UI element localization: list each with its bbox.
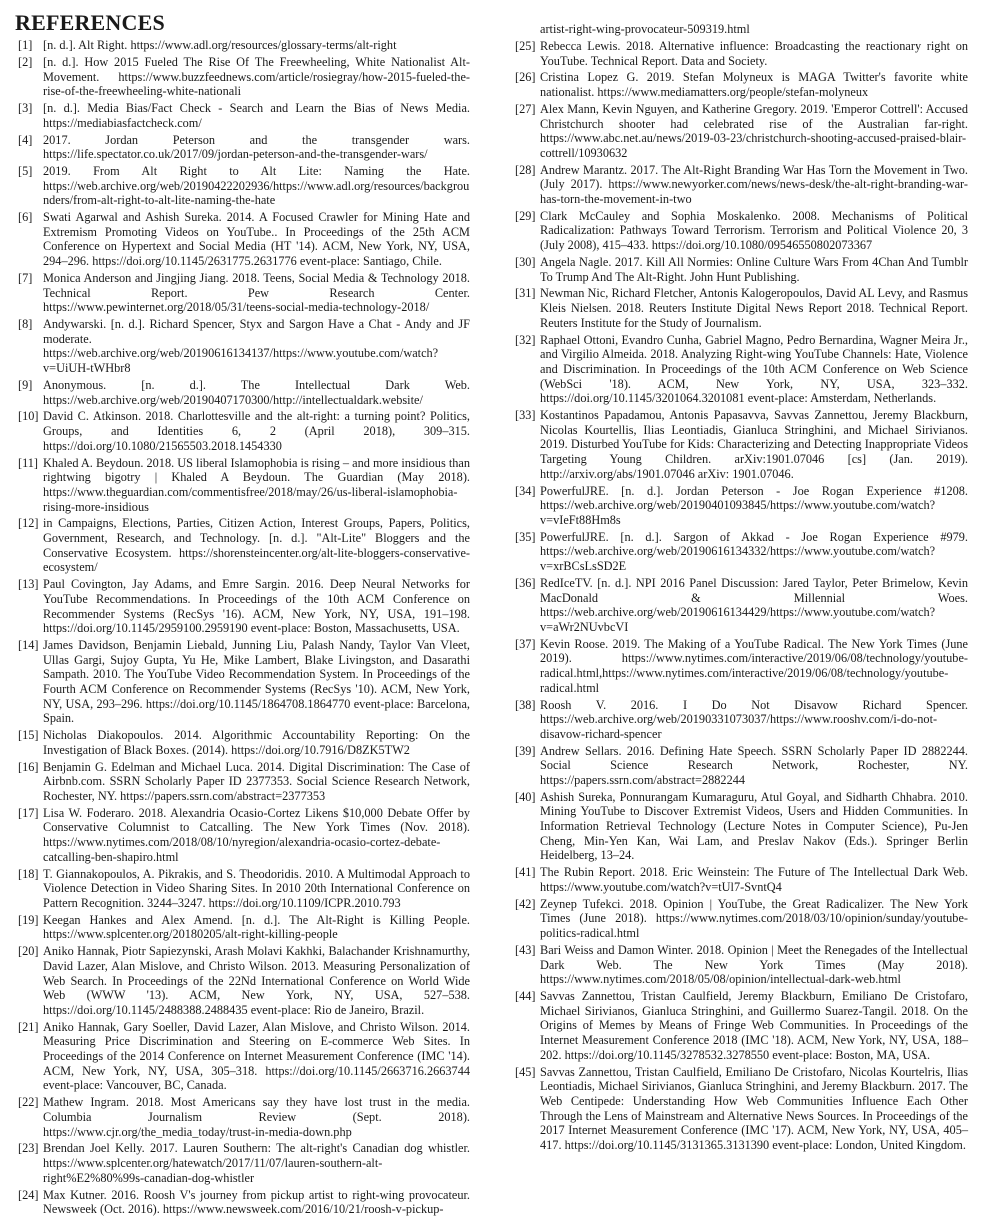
reference-number: [20]	[18, 944, 39, 959]
reference-entry	[18, 409, 470, 453]
reference-text: Kevin Roose. 2019. The Making of a YouTube Radical. The New York Times (June 2019). https://www.nytimes.com/interactive/2019/06/08/technology/youtube-radical.html,https://www.nytimes.com/interactive/2019/06/08/technology/youtube-radical.html	[540, 636, 968, 695]
reference-entry	[18, 728, 470, 757]
reference-text: Keegan Hankes and Alex Amend. [n. d.]. The Alt-Right is Killing People. https://www.splcenter.org/20180205/alt-right-killing-people	[43, 912, 470, 942]
reference-text: Andrew Sellars. 2016. Defining Hate Speech. SSRN Scholarly Paper ID 2882244. Social Science Research Network, Rochester, NY. https://papers.ssrn.com/abstract=2882244	[540, 743, 968, 787]
reference-entry	[18, 944, 470, 1017]
reference-number: [33]	[515, 408, 536, 423]
reference-entry	[18, 1141, 470, 1185]
reference-number: [39]	[515, 743, 536, 758]
reference-entry	[515, 989, 968, 1062]
reference-text: Benjamin G. Edelman and Michael Luca. 2014. Digital Discrimination: The Case of Airbnb.com. SSRN Scholarly Paper ID 2377353. Social Science Research Network, Rochester, NY. https://papers.ssrn.com/abstract=2377353	[43, 759, 470, 803]
reference-number: [2]	[18, 54, 33, 69]
reference-entry	[515, 637, 968, 696]
reference-text: David C. Atkinson. 2018. Charlottesville and the alt-right: a turning point? Politics, Groups, and Identities 6, 2 (April 2018), 309–315. https://doi.org/10.1080/21565503.2018.1454330	[43, 409, 470, 453]
reference-text: Swati Agarwal and Ashish Sureka. 2014. A Focused Crawler for Mining Hate and Extremism Promoting Videos on YouTube.. In Proceedings of the 25th ACM Conference on Hypertext and Social Media (HT '14). ACM, New York, NY, USA, 294–296. https://doi.org/10.1145/2631775.2631776 event-place: Santiago, Chile.	[43, 210, 470, 269]
reference-text: PowerfulJRE. [n. d.]. Jordan Peterson - Joe Rogan Experience #1208. https://web.archive.org/web/20190401093845/https://www.youtube.com/watch?v=vIeFt88Hm8s	[540, 483, 968, 527]
reference-text: Clark McCauley and Sophia Moskalenko. 2008. Mechanisms of Political Radicalization: Pathways Toward Terrorism. Terrorism and Political Violence 20, 3 (July 2008), 415–433. https://doi.org/10.1080/09546550802073367	[540, 208, 968, 253]
reference-text: T. Giannakopoulos, A. Pikrakis, and S. Theodoridis. 2010. A Multimodal Approach to Violence Detection in Video Sharing Sites. In 2010 20th International Conference on Pattern Recognition. 3244–3247. https://doi.org/10.1109/ICPR.2010.793	[43, 866, 470, 910]
reference-entry	[515, 943, 968, 987]
reference-text: Lisa W. Foderaro. 2018. Alexandria Ocasio-Cortez Likens $10,000 Debate Offer by Conservative Columnist to Catcalling. The New York Times (Nov. 2018). https://www.nytimes.com/2018/08/10/nyregion/alexandria-ocasio-cortez-debate-catcalling-ben-shapiro.html	[43, 805, 470, 864]
reference-entry	[515, 255, 968, 284]
reference-text: Savvas Zannettou, Tristan Caulfield, Jeremy Blackburn, Emiliano De Cristofaro, Michael Sirivianos, Gianluca Stringhini, and Guillermo Suarez-Tangil. 2018. On the Origins of Memes by Means of Fringe Web Communities. In Proceedings of the Internet Measurement Conference 2018 (IMC '18). ACM, New York, NY, USA, 188–202. https://doi.org/10.1145/3278532.3278550 event-place: Boston, MA, USA.	[540, 989, 968, 1062]
reference-number: [10]	[18, 409, 39, 424]
reference-text: artist-right-wing-provocateur-509319.html	[540, 22, 750, 36]
reference-number: [44]	[515, 989, 536, 1004]
reference-text: [n. d.]. How 2015 Fueled The Rise Of The Freewheeling, White Nationalist Alt-Movement. https://www.buzzfeednews.com/article/rosiegray/how-2015-fueled-the-rise-of-the-freewheeling-white-nationali	[43, 54, 470, 99]
reference-number: [6]	[18, 210, 33, 225]
reference-entry	[515, 333, 968, 406]
reference-entry	[515, 286, 968, 330]
reference-number: [37]	[515, 636, 536, 651]
reference-number: [27]	[515, 101, 536, 116]
reference-text: Roosh V. 2016. I Do Not Disavow Richard Spencer. https://web.archive.org/web/20190331073037/https://www.rooshv.com/i-do-not-disavow-richard-spencer	[540, 697, 968, 741]
reference-text: Andrew Marantz. 2017. The Alt-Right Branding War Has Torn the Movement in Two. (July 2017). https://www.newyorker.com/news/news-desk/the-alt-right-branding-war-has-torn-the-movement-in-two	[540, 162, 968, 206]
reference-entry	[18, 55, 470, 99]
reference-entry	[515, 576, 968, 635]
reference-number: [41]	[515, 865, 536, 880]
reference-number: [40]	[515, 789, 536, 804]
reference-text: Rebecca Lewis. 2018. Alternative influence: Broadcasting the reactionary right on YouTube. Technical Report. Data and Society.	[540, 38, 968, 68]
reference-number: [11]	[18, 455, 39, 470]
reference-text: Bari Weiss and Damon Winter. 2018. Opinion | Meet the Renegades of the Intellectual Dark Web. The New York Times (May 2018). https://www.nytimes.com/2018/05/08/opinion/intellectual-dark-web.html	[540, 942, 968, 987]
reference-number: [29]	[515, 208, 536, 223]
reference-number: [8]	[18, 317, 33, 332]
reference-entry	[515, 22, 968, 37]
reference-text: Max Kutner. 2016. Roosh V's journey from pickup artist to right-wing provocateur. Newsweek (Oct. 2016). https://www.newsweek.com/2016/10/21/roosh-v-pickup-	[43, 1187, 470, 1217]
reference-entry	[18, 760, 470, 804]
reference-entry	[18, 317, 470, 376]
reference-text: [n. d.]. Media Bias/Fact Check - Search and Learn the Bias of News Media. https://mediabiasfactcheck.com/	[43, 101, 470, 130]
reference-text: Newman Nic, Richard Fletcher, Antonis Kalogeropoulos, David AL Levy, and Rasmus Kleis Nielsen. 2018. Reuters Institute Digital News Report 2018. Technical Report. Reuters Institute for the Study of Journalism.	[540, 286, 968, 330]
reference-text: Andywarski. [n. d.]. Richard Spencer, Styx and Sargon Have a Chat - Andy and JF moderate. https://web.archive.org/web/20190616134137/https://www.youtube.com/watch?v=UiUH-tWHbr8	[43, 317, 470, 376]
reference-entry	[515, 102, 968, 161]
reference-number: [3]	[18, 101, 33, 115]
section-heading: REFERENCES	[15, 10, 165, 35]
reference-text: 2017. Jordan Peterson and the transgender wars. https://life.spectator.co.uk/2017/09/jordan-peterson-and-the-transgender-wars/	[43, 132, 470, 162]
reference-text: Angela Nagle. 2017. Kill All Normies: Online Culture Wars From 4Chan And Tumblr To Trump And The Alt-Right. John Hunt Publishing.	[540, 254, 968, 284]
references-left-column	[18, 38, 470, 1219]
reference-number: [31]	[515, 286, 536, 301]
reference-entry	[515, 698, 968, 742]
reference-entry	[515, 897, 968, 941]
reference-text: PowerfulJRE. [n. d.]. Sargon of Akkad - Joe Rogan Experience #979. https://web.archive.org/web/20190616134332/https://www.youtube.com/watch?v=xrBCsLsSD2E	[540, 529, 968, 574]
references-right-column	[515, 22, 968, 1155]
reference-entry	[18, 806, 470, 865]
reference-entry	[515, 39, 968, 68]
reference-text: [n. d.]. Alt Right. https://www.adl.org/resources/glossary-terms/alt-right	[43, 38, 397, 52]
reference-number: [1]	[18, 38, 33, 52]
reference-number: [16]	[18, 759, 39, 774]
reference-number: [9]	[18, 377, 33, 392]
reference-entry	[18, 378, 470, 407]
reference-number: [38]	[515, 697, 536, 712]
reference-text: Kostantinos Papadamou, Antonis Papasavva, Savvas Zannettou, Jeremy Blackburn, Nicolas Kourtellis, Ilias Leontiadis, Gianluca Stringhini, and Michael Sirivianos. 2019. Disturbed YouTube for Kids: Characterizing and Detecting Inappropriate Videos Targeting Young Children. arXiv:1901.07046 [cs] (Jan. 2019). http://arxiv.org/abs/1901.07046 arXiv: 1901.07046.	[540, 408, 968, 481]
reference-text: Aniko Hannak, Gary Soeller, David Lazer, Alan Mislove, and Christo Wilson. 2014. Measuring Price Discrimination and Steering on E-commerce Web Sites. In Proceedings of the 2014 Conference on Internet Measurement Conference (IMC '14). ACM, New York, NY, USA, 305–318. https://doi.org/10.1145/2663716.2663744 event-place: Vancouver, BC, Canada.	[43, 1019, 470, 1093]
reference-text: Cristina Lopez G. 2019. Stefan Molyneux is MAGA Twitter's favorite white nationalist. https://www.mediamatters.org/people/stefan-molyneux	[540, 70, 968, 99]
reference-number: [45]	[515, 1064, 536, 1079]
reference-number: [22]	[18, 1095, 39, 1110]
reference-entry	[18, 38, 470, 53]
reference-number: [28]	[515, 162, 536, 177]
reference-entry	[515, 790, 968, 863]
reference-number: [42]	[515, 896, 536, 911]
reference-number: [25]	[515, 38, 536, 53]
reference-text: Nicholas Diakopoulos. 2014. Algorithmic Accountability Reporting: On the Investigation of Black Boxes. (2014). https://doi.org/10.7916/D8ZK5TW2	[43, 728, 470, 757]
reference-entry	[515, 70, 968, 99]
reference-text: Brendan Joel Kelly. 2017. Lauren Southern: The alt-right's Canadian dog whistler. https://www.splcenter.org/hatewatch/2017/11/07/lauren-southern-alt-right%E2%80%99s-canadian-dog-whistler	[43, 1141, 470, 1185]
reference-text: RedIceTV. [n. d.]. NPI 2016 Panel Discussion: Jared Taylor, Peter Brimelow, Kevin MacDonald & Millennial Woes. https://web.archive.org/web/20190616134429/https://www.youtube.com/watch?v=aWr2NUvbcVI	[540, 575, 968, 634]
reference-text: Mathew Ingram. 2018. Most Americans say they have lost trust in the media. Columbia Journalism Review (Sept. 2018). https://www.cjr.org/the_media_today/trust-in-media-down.php	[43, 1095, 470, 1139]
reference-text: Monica Anderson and Jingjing Jiang. 2018. Teens, Social Media & Technology 2018. Technical Report. Pew Research Center. https://www.pewinternet.org/2018/05/31/teens-social-media-technology-2018/	[43, 270, 470, 315]
reference-text: in Campaigns, Elections, Parties, Citizen Action, Interest Groups, Papers, Politics, Government, Research, and Technology. [n. d.]. "Alt-Lite" Bloggers and the Conservative Ecosystem. https://shorensteincenter.org/alt-lite-bloggers-conservative-ecosystem/	[43, 516, 470, 575]
reference-entry	[18, 164, 470, 208]
reference-entry	[515, 408, 968, 481]
reference-entry	[18, 1188, 470, 1217]
reference-entry	[515, 865, 968, 894]
reference-entry	[18, 101, 470, 130]
reference-number: [34]	[515, 483, 536, 498]
reference-number: [30]	[515, 254, 536, 269]
reference-text: Savvas Zannettou, Tristan Caulfield, Emiliano De Cristofaro, Nicolas Kourtelris, Ilias Leontiadis, Michael Sirivianos, Gianluca Stringhini, and Jeremy Blackburn. 2017. The Web Centipede: Understanding How Web Communities Influence Each Other Through the Lens of Mainstream and Alternative News Sources. In Proceedings of the 2017 Internet Measurement Conference (IMC '17). ACM, New York, NY, USA, 405–417. https://doi.org/10.1145/3131365.3131390 event-place: London, United Kingdom.	[540, 1064, 968, 1152]
reference-entry	[18, 210, 470, 269]
reference-number: [7]	[18, 270, 33, 285]
reference-entry	[515, 1065, 968, 1153]
reference-entry	[18, 133, 470, 162]
reference-text: Khaled A. Beydoun. 2018. US liberal Islamophobia is rising – and more insidious than rightwing bigotry | Khaled A Beydoun. The Guardian (May 2018). https://www.theguardian.com/commentisfree/2018/may/26/us-liberal-islamophobia-rising-more-insidious	[43, 455, 470, 514]
reference-entry	[515, 530, 968, 574]
reference-number: [18]	[18, 866, 39, 881]
reference-number: [15]	[18, 728, 39, 743]
reference-text: Paul Covington, Jay Adams, and Emre Sargin. 2016. Deep Neural Networks for YouTube Recommendations. In Proceedings of the 10th ACM Conference on Recommender Systems (RecSys '16). ACM, New York, NY, USA, 191–198. https://doi.org/10.1145/2959100.2959190 event-place: Boston, Massachusetts, USA.	[43, 577, 470, 636]
reference-text: James Davidson, Benjamin Liebald, Junning Liu, Palash Nandy, Taylor Van Vleet, Ullas Gargi, Sujoy Gupta, Yu He, Mike Lambert, Blake Livingston, and Dasarathi Sampath. 2010. The YouTube Video Recommendation System. In Proceedings of the Fourth ACM Conference on Recommender Systems (RecSys '10). ACM, New York, NY, USA, 293–296. https://doi.org/10.1145/1864708.1864770 event-place: Barcelona, Spain.	[43, 638, 470, 726]
reference-number: [26]	[515, 70, 536, 85]
reference-entry	[515, 163, 968, 207]
reference-number: [17]	[18, 805, 39, 820]
reference-text: The Rubin Report. 2018. Eric Weinstein: The Future of The Intellectual Dark Web. https://www.youtube.com/watch?v=tUl7-SvntQ4	[540, 865, 968, 894]
reference-entry	[515, 744, 968, 788]
reference-entry	[18, 867, 470, 911]
reference-number: [19]	[18, 912, 39, 927]
reference-text: Raphael Ottoni, Evandro Cunha, Gabriel Magno, Pedro Bernardina, Wagner Meira Jr., and Virgilio Almeida. 2018. Analyzing Right-wing YouTube Channels: Hate, Violence and Discrimination. In Proceedings of the 10th ACM Conference on Web Science (WebSci '18). ACM, New York, NY, USA, 323–332. https://doi.org/10.1145/3201064.3201081 event-place: Amsterdam, Netherlands.	[540, 332, 968, 406]
reference-entry	[18, 1020, 470, 1093]
reference-number: [35]	[515, 529, 536, 544]
reference-text: Alex Mann, Kevin Nguyen, and Katherine Gregory. 2019. 'Emperor Cottrell': Accused Christchurch shooter had celebrated rise of the Australian far-right. https://www.abc.net.au/news/2019-03-23/christchurch-shooting-accused-praised-blair-cottrell/10930632	[540, 101, 968, 160]
reference-entry	[18, 913, 470, 942]
reference-number: [43]	[515, 942, 536, 957]
reference-entry	[18, 638, 470, 726]
reference-entry	[18, 1095, 470, 1139]
reference-entry	[18, 271, 470, 315]
reference-entry	[18, 577, 470, 636]
reference-number: [12]	[18, 516, 39, 531]
reference-number: [5]	[18, 164, 33, 178]
reference-entry	[515, 209, 968, 253]
reference-number: [32]	[515, 332, 536, 347]
reference-number: [36]	[515, 575, 536, 590]
reference-entry	[18, 516, 470, 575]
reference-number: [24]	[18, 1187, 39, 1202]
reference-text: Zeynep Tufekci. 2018. Opinion | YouTube, the Great Radicalizer. The New York Times (June 2018). https://www.nytimes.com/2018/03/10/opinion/sunday/youtube-politics-radical.html	[540, 896, 968, 941]
reference-number: [23]	[18, 1141, 39, 1156]
reference-text: Ashish Sureka, Ponnurangam Kumaraguru, Atul Goyal, and Sidharth Chhabra. 2010. Mining YouTube to Discover Extremist Videos, Users and Hidden Communities. In Information Retrieval Technology (Lecture Notes in Computer Science), Pu-Jen Cheng, Min-Yen Kan, Wai Lam, and Preslav Nakov (Eds.). Springer Berlin Heidelberg, 13–24.	[540, 789, 968, 863]
reference-text: Aniko Hannak, Piotr Sapiezynski, Arash Molavi Kakhki, Balachander Krishnamurthy, David Lazer, Alan Mislove, and Christo Wilson. 2013. Measuring Personalization of Web Search. In Proceedings of the 22Nd International Conference on World Wide Web (WWW '13). ACM, New York, NY, USA, 527–538. https://doi.org/10.1145/2488388.2488435 event-place: Rio de Janeiro, Brazil.	[43, 944, 470, 1017]
reference-text: Anonymous. [n. d.]. The Intellectual Dark Web. https://web.archive.org/web/20190407170300/http://intellectualdark.website/	[43, 377, 470, 407]
reference-number: [4]	[18, 132, 33, 147]
reference-entry	[18, 456, 470, 515]
reference-text: 2019. From Alt Right to Alt Lite: Naming the Hate. https://web.archive.org/web/20190422202936/https://www.adl.org/resources/backgrounders/from-alt-right-to-alt-lite-naming-the-hate	[43, 164, 470, 208]
reference-number: [14]	[18, 638, 39, 653]
reference-number: [21]	[18, 1019, 39, 1034]
reference-number: [13]	[18, 577, 39, 592]
reference-entry	[515, 484, 968, 528]
